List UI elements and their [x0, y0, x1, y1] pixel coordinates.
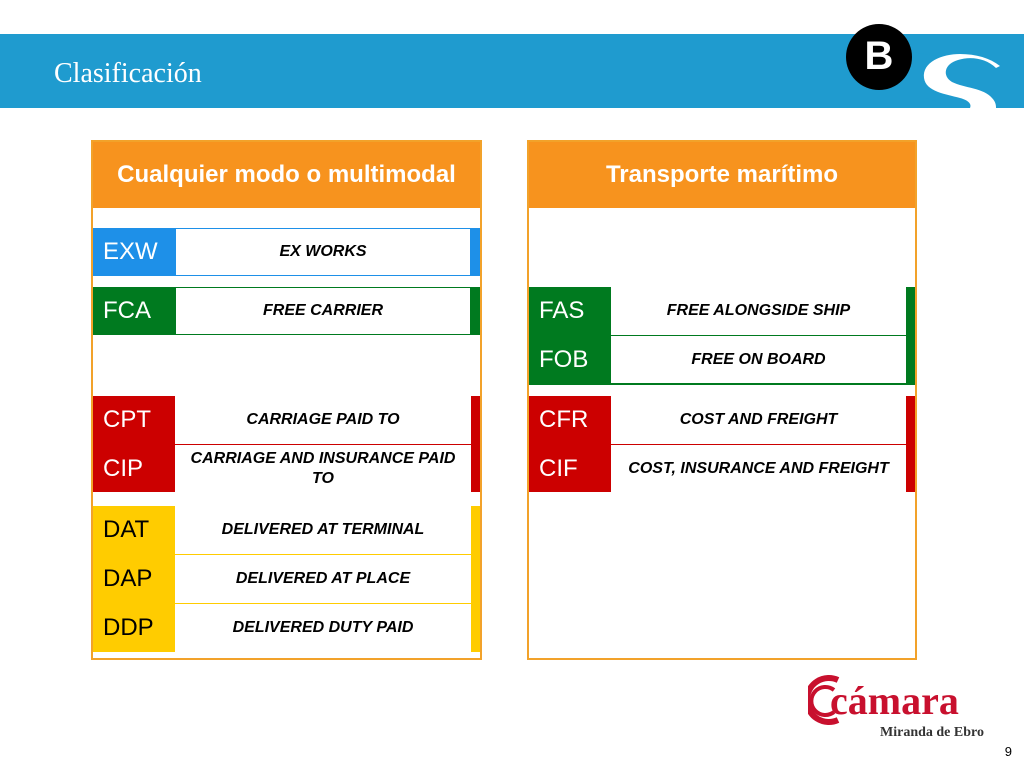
incoterm-desc: FREE CARRIER: [175, 287, 471, 335]
right-panel-title: Transporte marítimo: [529, 142, 915, 208]
incoterm-code: FAS: [539, 297, 585, 324]
incoterm-desc: DELIVERED AT PLACE: [175, 555, 471, 603]
incoterm-desc: FREE ALONGSIDE SHIP: [611, 287, 906, 335]
s-logo-icon: [912, 52, 1002, 108]
group-yellow: [93, 506, 480, 652]
incoterm-code: DDP: [103, 614, 154, 641]
camara-subtitle: Miranda de Ebro: [880, 725, 984, 740]
incoterm-row: [93, 445, 480, 492]
incoterm-row: [93, 604, 480, 652]
right-panel: [527, 140, 917, 660]
incoterm-row: [93, 228, 480, 276]
incoterm-row: [93, 506, 480, 554]
incoterm-desc: FREE ON BOARD: [611, 336, 906, 383]
group-green: [93, 287, 480, 335]
group-red: [93, 396, 480, 492]
incoterm-desc: CARRIAGE PAID TO: [175, 396, 471, 444]
slide-title: Clasificación: [54, 58, 202, 89]
incoterm-row: [529, 336, 915, 383]
incoterm-code: CIP: [103, 454, 144, 482]
page-number: 9: [1004, 744, 1012, 759]
incoterm-code: FCA: [103, 297, 151, 324]
camara-name: cámara: [830, 678, 959, 723]
group-blue: [93, 228, 480, 276]
incoterm-desc: COST, INSURANCE AND FREIGHT: [611, 445, 906, 492]
incoterm-code: DAP: [103, 565, 153, 592]
incoterm-row: [93, 287, 480, 335]
incoterm-code: DAT: [103, 516, 150, 543]
incoterm-code: CPT: [103, 406, 151, 433]
incoterm-desc: CARRIAGE AND INSURANCE PAID TO: [175, 445, 471, 492]
incoterm-row: [529, 287, 915, 335]
incoterm-row: [529, 445, 915, 492]
incoterm-desc: EX WORKS: [175, 228, 471, 276]
group-red: [529, 396, 915, 492]
incoterm-row: [93, 555, 480, 603]
incoterm-row: [93, 396, 480, 444]
left-panel: [91, 140, 482, 660]
incoterm-code: CFR: [539, 406, 589, 433]
left-panel-title: Cualquier modo o multimodal: [93, 142, 480, 208]
camara-logo: [808, 672, 1008, 744]
group-green: [529, 287, 915, 385]
incoterm-desc: COST AND FREIGHT: [611, 396, 906, 444]
incoterm-code: EXW: [103, 238, 158, 265]
incoterm-code: FOB: [539, 345, 589, 373]
incoterm-code: CIF: [539, 454, 578, 482]
incoterm-desc: DELIVERED DUTY PAID: [175, 604, 471, 652]
incoterm-desc: DELIVERED AT TERMINAL: [175, 506, 471, 554]
b-logo: B: [846, 24, 912, 90]
incoterm-row: [529, 396, 915, 444]
